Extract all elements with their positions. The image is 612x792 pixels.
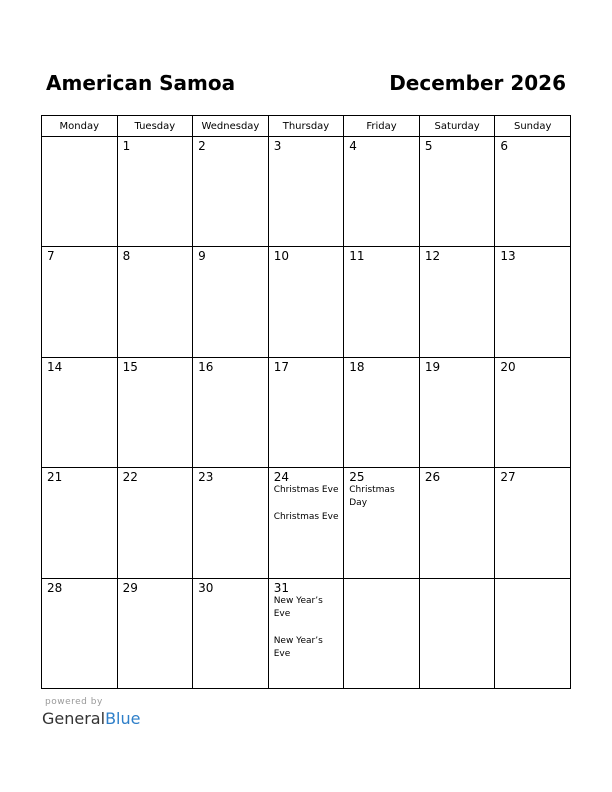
day-number: 12: [424, 249, 441, 264]
day-cell-27: [495, 468, 571, 578]
day-cell-31: [268, 578, 344, 688]
day-cell-7: [42, 247, 118, 357]
day-number: [420, 579, 495, 581]
day-cell-13: [495, 247, 571, 357]
week-row: [42, 578, 571, 688]
day-cell-28: [42, 578, 118, 688]
day-number: 6: [500, 139, 509, 153]
day-number: 29: [122, 580, 138, 595]
holiday-event: New Year’s Eve: [273, 635, 323, 659]
empty-day-cell: [42, 137, 118, 247]
day-cell-15: [117, 357, 193, 467]
day-number: [42, 137, 117, 139]
day-cell-17: [268, 357, 344, 467]
day-cell-20: [495, 357, 571, 467]
week-row: [42, 137, 571, 247]
day-cell-11: [344, 247, 420, 357]
day-number: 16: [198, 359, 214, 374]
day-number: 1: [122, 139, 131, 153]
day-number: 27: [500, 470, 516, 485]
day-number: 23: [198, 470, 214, 485]
day-cell-23: [193, 468, 269, 578]
holiday-event: Christmas Eve: [273, 485, 339, 496]
day-number: 26: [424, 470, 441, 485]
day-number: 21: [47, 470, 63, 485]
month-year-title: December 2026: [389, 71, 566, 95]
day-number: 4: [349, 139, 357, 153]
day-cell-12: [419, 247, 495, 357]
day-number: 13: [500, 249, 516, 264]
day-number: 7: [47, 249, 55, 264]
day-cell-10: [268, 247, 344, 357]
brand-logo: [42, 709, 140, 728]
weekday-header-sunday: Sunday: [495, 116, 571, 137]
day-number: 3: [273, 139, 282, 153]
day-cell-24: [268, 468, 344, 578]
holiday-event: New Year’s Eve: [273, 595, 323, 619]
day-number: 15: [122, 359, 138, 374]
week-row: [42, 247, 571, 357]
day-number: [495, 579, 570, 581]
holiday-event: Christmas Day: [349, 485, 395, 509]
day-number: 31: [273, 580, 289, 595]
calendar-body: [42, 137, 571, 689]
empty-day-cell: [419, 578, 495, 688]
weekday-header-tuesday: Tuesday: [117, 116, 193, 137]
day-number: 8: [122, 249, 131, 264]
day-number: 19: [424, 359, 441, 374]
calendar-grid: [41, 115, 571, 689]
brand-general-text: General: [42, 709, 106, 728]
day-cell-3: [268, 137, 344, 247]
day-cell-6: [495, 137, 571, 247]
day-cell-21: [42, 468, 118, 578]
weekday-header-thursday: Thursday: [268, 116, 344, 137]
day-cell-9: [193, 247, 269, 357]
day-cell-1: [117, 137, 193, 247]
day-cell-5: [419, 137, 495, 247]
day-number: 18: [349, 359, 365, 374]
day-cell-14: [42, 357, 118, 467]
day-cell-18: [344, 357, 420, 467]
day-cell-30: [193, 578, 269, 688]
day-number: 17: [273, 359, 289, 374]
day-number: 10: [273, 249, 289, 264]
day-number: 11: [349, 249, 365, 264]
day-number: 30: [198, 580, 214, 595]
weekday-header-row: [42, 116, 571, 137]
day-cell-29: [117, 578, 193, 688]
empty-day-cell: [495, 578, 571, 688]
day-cell-16: [193, 357, 269, 467]
powered-by-text: powered by: [45, 697, 103, 707]
weekday-header-wednesday: Wednesday: [193, 116, 269, 137]
day-cell-4: [344, 137, 420, 247]
day-number: 9: [198, 249, 206, 264]
day-number: 22: [122, 470, 138, 485]
day-number: [344, 579, 419, 581]
weekday-header-monday: Monday: [42, 116, 118, 137]
region-title: American Samoa: [46, 71, 236, 95]
empty-day-cell: [344, 578, 420, 688]
weekday-header-saturday: Saturday: [419, 116, 495, 137]
week-row: [42, 468, 571, 578]
day-cell-26: [419, 468, 495, 578]
day-cell-22: [117, 468, 193, 578]
day-number: 20: [500, 359, 516, 374]
brand-blue-text: Blue: [105, 709, 141, 728]
day-number: 28: [47, 580, 63, 595]
week-row: [42, 357, 571, 467]
day-number: 14: [47, 359, 63, 374]
day-number: 25: [349, 470, 365, 485]
day-cell-8: [117, 247, 193, 357]
weekday-header-friday: Friday: [344, 116, 420, 137]
day-cell-2: [193, 137, 269, 247]
holiday-event: Christmas Eve: [273, 512, 339, 523]
day-number: 2: [198, 139, 206, 153]
day-number: 24: [273, 470, 289, 485]
day-cell-25: [344, 468, 420, 578]
day-number: 5: [424, 139, 433, 153]
day-cell-19: [419, 357, 495, 467]
